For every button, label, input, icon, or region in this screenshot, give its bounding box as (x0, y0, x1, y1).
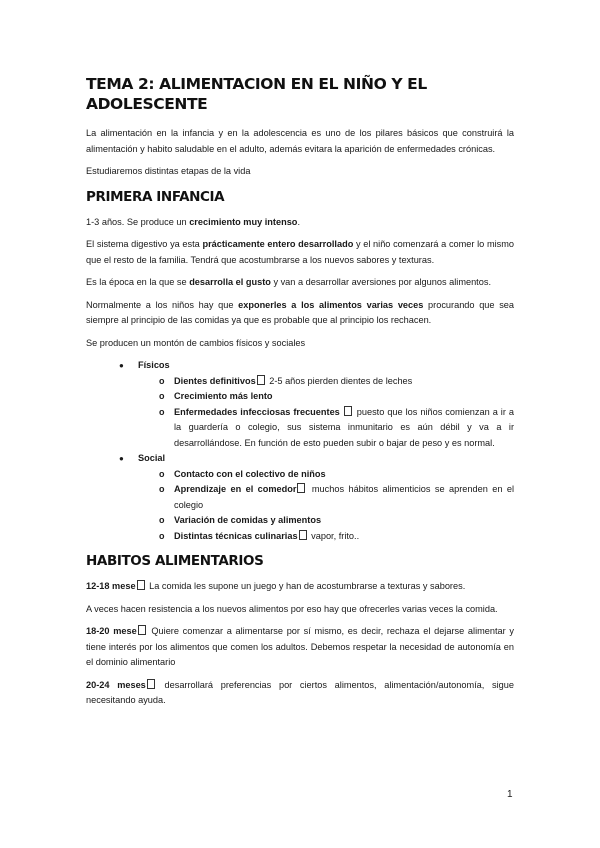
list-item: o Distintas técnicas culinarias vapor, frito.. (138, 529, 514, 545)
bullet-icon: ● (119, 361, 124, 370)
list-item: o Crecimiento más lento (138, 389, 514, 405)
missing-glyph-icon (299, 530, 307, 540)
missing-glyph-icon (147, 679, 155, 689)
circle-bullet-icon: o (159, 406, 165, 417)
missing-glyph-icon (138, 625, 146, 635)
list-item: o Aprendizaje en el comedor muchos hábitos alimenticios se aprenden en el colegio (159, 484, 515, 510)
intro-paragraph: La alimentación en la infancia y en la adolescencia es uno de los pilares básicos que construirá la alimentación y habito saludable en el adulto, además evitara la aparición de enfermedades crónicas. (86, 128, 514, 154)
paragraph: 20-24 meses desarrollará preferencias por ciertos alimentos, alimentación/autonomía, sigue necesitando ayuda. (86, 679, 515, 705)
paragraph: Se producen un montón de cambios físicos y sociales (86, 337, 306, 348)
document-body (86, 74, 514, 716)
intro-paragraph-2: Estudiaremos distintas etapas de la vida (86, 166, 251, 176)
page-number: 1 (507, 789, 513, 800)
list-item: o Enfermedades infecciosas frecuentes puesto que los niños comienzan a ir a la guardería o colegio, sus sistema inmunitario es aún débil y va a ir desarrollándose. En función de esto pueden subir o bajar de peso y es normal. (159, 406, 514, 448)
paragraph: Normalmente a los niños hay que exponerles a los alimentos varias veces procurando que sea siempre al principio de las comidas ya que es probable que al principio los rechacen. (86, 299, 515, 325)
list-item: o Contacto con el colectivo de niños (138, 467, 514, 483)
list-item: o Variación de comidas y alimentos (138, 513, 514, 529)
paragraph: 18-20 mese Quiere comenzar a alimentarse por sí mismo, es decir, rechaza el dejarse alimentar y tiene interés por los alimentos que comen los adultos. Debemos respetar la necesidad de autonomía en el dominio alimentario (86, 626, 514, 667)
changes-list (86, 358, 514, 544)
circle-bullet-icon: o (159, 484, 165, 494)
circle-bullet-icon: o (159, 530, 165, 541)
circle-bullet-icon: o (159, 468, 165, 479)
circle-bullet-icon: o (159, 391, 165, 401)
list-item-fisicos: ● Físicos o Dientes definitivos 2-5 años pierden dientes de leches o Crecimiento más lento o Enfermedades infecciosas frecuentes puesto que los niños comienzan a ir a la guardería o colegio, sus sistema inmunitario es aún débil y va a ir desarrollándose. En función de esto pueden subir o bajar de peso y es normal. (86, 358, 514, 451)
bullet-icon: ● (119, 454, 124, 463)
list-item-social: ● Social o Contacto con el colectivo de niños o Aprendizaje en el comedor muchos hábitos alimenticios se aprenden en el colegio o Variación de comidas y alimentos o Distintas técnicas culinarias vapor, frito.. (86, 451, 514, 544)
paragraph: 1-3 años. Se produce un crecimiento muy intenso. (86, 216, 300, 227)
fisicos-sublist (138, 374, 514, 452)
paragraph: A veces hacen resistencia a los nuevos alimentos por eso hay que ofrecerles varias veces la comida. (86, 603, 498, 614)
missing-glyph-icon (297, 483, 305, 493)
missing-glyph-icon (344, 406, 352, 416)
list-item: o Dientes definitivos 2-5 años pierden dientes de leches (138, 374, 514, 390)
paragraph: 12-18 mese La comida les supone un juego y han de acostumbrarse a texturas y sabores. (86, 581, 466, 591)
section-heading-primera-infancia: PRIMERA INFANCIA (86, 188, 225, 205)
section-heading-habitos: HABITOS ALIMENTARIOS (86, 553, 264, 569)
circle-bullet-icon: o (159, 515, 165, 525)
paragraph: Es la época en la que se desarrolla el gusto y van a desarrollar aversiones por algunos alimentos. (86, 277, 491, 287)
missing-glyph-icon (137, 580, 145, 590)
social-sublist (138, 467, 514, 545)
missing-glyph-icon (257, 375, 265, 385)
page-title: TEMA 2: ALIMENTACION EN EL NIÑO Y EL ADOLESCENTE (86, 75, 427, 113)
paragraph: El sistema digestivo ya esta prácticamente entero desarrollado y el niño comenzará a comer lo mismo que el resto de la familia. Tendrá que acostumbrarse a los nuevos sabores y texturas. (86, 239, 515, 265)
circle-bullet-icon: o (159, 375, 165, 386)
